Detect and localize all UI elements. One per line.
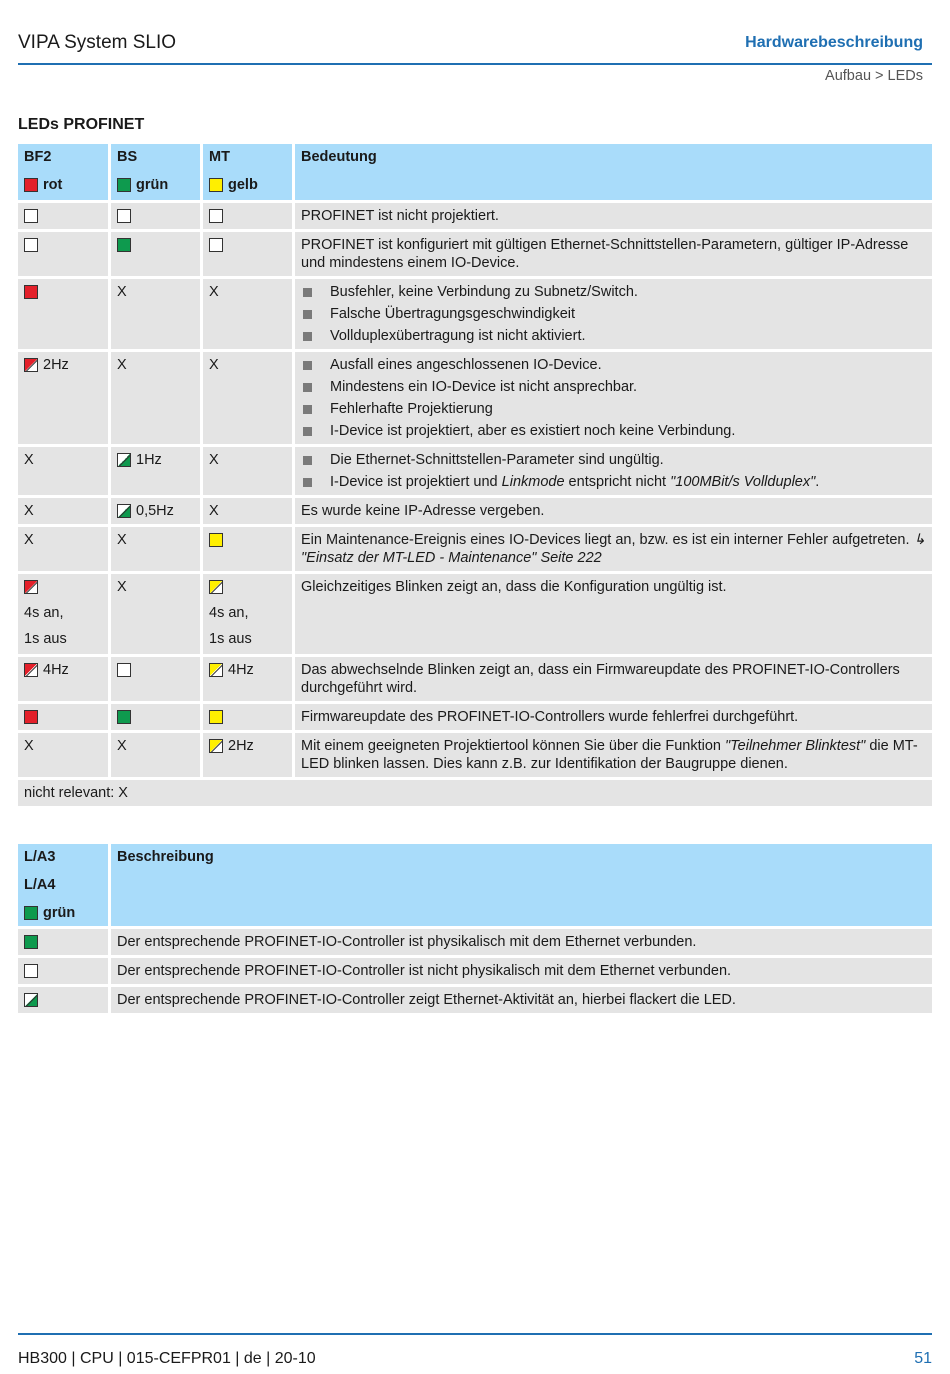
- table-row: [18, 929, 932, 955]
- table-row: [18, 987, 932, 1013]
- not-relevant-mark: X: [111, 527, 200, 571]
- mt-label: MT: [209, 149, 230, 165]
- led-green-icon: [24, 906, 38, 920]
- blink-frequency: 2Hz: [228, 738, 254, 754]
- led-red-blink-icon: [24, 663, 38, 677]
- led-off-icon: [24, 209, 38, 223]
- col-la: [18, 844, 108, 926]
- row-description: [295, 447, 932, 495]
- led-red-icon: [24, 285, 38, 299]
- table-header-row: [18, 844, 932, 926]
- cross-reference-link[interactable]: ↳ "Einsatz der MT-LED - Maintenance" Seite 222: [301, 532, 926, 566]
- bf2-color-label: rot: [43, 177, 63, 193]
- led-off-icon: [117, 663, 131, 677]
- table-row: [18, 657, 932, 701]
- row-description: PROFINET ist konfiguriert mit gültigen Ethernet-Schnittstellen-Parametern, gültiger IP-Adresse und mindestens einem IO-Device.: [295, 232, 932, 276]
- row-description: [295, 279, 932, 349]
- row-description: Mit einem geeigneten Projektiertool können Sie über die Funktion "Teilnehmer Blinktest" die MT-LED blinken lassen. Dies kann z.B. zur Identifikation der Baugruppe dienen.: [295, 733, 932, 777]
- mt-color-label: gelb: [228, 177, 258, 193]
- header-divider: [18, 63, 932, 65]
- not-relevant-mark: X: [203, 498, 292, 524]
- row-description: [295, 352, 932, 444]
- footer-divider: [18, 1333, 932, 1335]
- led-off-icon: [209, 238, 223, 252]
- led-green-icon: [117, 238, 131, 252]
- row-description: Der entsprechende PROFINET-IO-Controller ist physikalisch mit dem Ethernet verbunden.: [111, 929, 932, 955]
- blink-off-time: 1s aus: [209, 631, 252, 647]
- row-description: PROFINET ist nicht projektiert.: [295, 203, 932, 229]
- table-row: [18, 733, 932, 777]
- led-off-icon: [24, 964, 38, 978]
- led-red-icon: [24, 710, 38, 724]
- blink-on-time: 4s an,: [209, 605, 249, 621]
- not-relevant-mark: X: [111, 574, 200, 654]
- led-yellow-icon: [209, 710, 223, 724]
- page-number: 51: [914, 1350, 932, 1367]
- table-row: [18, 352, 932, 444]
- table-row: [18, 574, 932, 654]
- led-green-icon: [117, 710, 131, 724]
- blink-frequency: 0,5Hz: [136, 503, 174, 519]
- led-off-icon: [117, 209, 131, 223]
- led-green-blink-icon: [117, 504, 131, 518]
- not-relevant-mark: X: [18, 447, 108, 495]
- not-relevant-mark: X: [111, 352, 200, 444]
- list-item: I-Device ist projektiert und Linkmode entspricht nicht "100MBit/s Vollduplex".: [301, 473, 926, 491]
- table-note: nicht relevant: X: [18, 780, 932, 806]
- bf2-label: BF2: [24, 149, 52, 165]
- list-item: Busfehler, keine Verbindung zu Subnetz/Switch.: [301, 283, 926, 301]
- table-row: [18, 232, 932, 276]
- bs-color-label: grün: [136, 177, 169, 193]
- not-relevant-mark: X: [18, 498, 108, 524]
- list-item: Die Ethernet-Schnittstellen-Parameter sind ungültig.: [301, 451, 926, 469]
- led-yellow-icon: [209, 178, 223, 192]
- led-off-icon: [24, 238, 38, 252]
- led-red-blink-icon: [24, 580, 38, 594]
- led-yellow-icon: [209, 533, 223, 547]
- led-green-flicker-icon: [24, 993, 38, 1007]
- blink-frequency: 2Hz: [43, 357, 69, 373]
- blink-on-time: 4s an,: [24, 605, 64, 621]
- la3-label: L/A3: [24, 849, 56, 865]
- not-relevant-mark: X: [203, 447, 292, 495]
- chapter-title: Hardwarebeschreibung: [745, 34, 923, 51]
- led-la-table: [15, 841, 935, 1016]
- led-red-icon: [24, 178, 38, 192]
- row-description: Der entsprechende PROFINET-IO-Controller zeigt Ethernet-Aktivität an, hierbei flackert die LED.: [111, 987, 932, 1013]
- list-item: Mindestens ein IO-Device ist nicht ansprechbar.: [301, 378, 926, 396]
- not-relevant-mark: X: [203, 279, 292, 349]
- row-description: Der entsprechende PROFINET-IO-Controller ist nicht physikalisch mit dem Ethernet verbunden.: [111, 958, 932, 984]
- row-description: Ein Maintenance-Ereignis eines IO-Devices liegt an, bzw. es ist ein interner Fehler aufgetreten. ↳ "Einsatz der MT-LED - Maintenance" Seite 222: [295, 527, 932, 571]
- row-description: Firmwareupdate des PROFINET-IO-Controllers wurde fehlerfrei durchgeführt.: [295, 704, 932, 730]
- table-row: [18, 203, 932, 229]
- not-relevant-mark: X: [111, 279, 200, 349]
- blink-off-time: 1s aus: [24, 631, 67, 647]
- table-row: [18, 279, 932, 349]
- led-yellow-blink-icon: [209, 580, 223, 594]
- led-green-icon: [24, 935, 38, 949]
- led-off-icon: [209, 209, 223, 223]
- list-item: I-Device ist projektiert, aber es existiert noch keine Verbindung.: [301, 422, 926, 440]
- bs-label: BS: [117, 149, 138, 165]
- led-green-icon: [117, 178, 131, 192]
- breadcrumb: Aufbau > LEDs: [825, 68, 923, 84]
- table-header-row: [18, 144, 932, 200]
- table-row: [18, 498, 932, 524]
- list-item: Vollduplexübertragung ist nicht aktiviert.: [301, 327, 926, 345]
- section-title: LEDs PROFINET: [18, 116, 145, 133]
- blink-frequency: 4Hz: [43, 662, 69, 678]
- la-color-label: grün: [43, 905, 76, 921]
- not-relevant-mark: X: [203, 352, 292, 444]
- led-red-blink-icon: [24, 358, 38, 372]
- col-description: Bedeutung: [295, 144, 932, 200]
- col-bf2: [18, 144, 108, 200]
- table-row: [18, 704, 932, 730]
- la4-label: L/A4: [24, 877, 56, 893]
- not-relevant-mark: X: [18, 527, 108, 571]
- list-item: Fehlerhafte Projektierung: [301, 400, 926, 418]
- not-relevant-mark: X: [111, 733, 200, 777]
- not-relevant-mark: X: [18, 733, 108, 777]
- table-row: [18, 447, 932, 495]
- table-note-row: [18, 780, 932, 806]
- table-row: [18, 527, 932, 571]
- blink-frequency: 4Hz: [228, 662, 254, 678]
- row-description: Das abwechselnde Blinken zeigt an, dass ein Firmwareupdate des PROFINET-IO-Controllers durchgeführt wird.: [295, 657, 932, 701]
- list-item: Falsche Übertragungsgeschwindigkeit: [301, 305, 926, 323]
- row-description: Gleichzeitiges Blinken zeigt an, dass die Konfiguration ungültig ist.: [295, 574, 932, 654]
- doc-title: VIPA System SLIO: [18, 32, 177, 53]
- led-profinet-table: [15, 141, 935, 809]
- led-yellow-blink-icon: [209, 739, 223, 753]
- col-bs: [111, 144, 200, 200]
- row-description: Es wurde keine IP-Adresse vergeben.: [295, 498, 932, 524]
- led-green-blink-icon: [117, 453, 131, 467]
- blink-frequency: 1Hz: [136, 452, 162, 468]
- table-row: [18, 958, 932, 984]
- col-mt: [203, 144, 292, 200]
- col-description: Beschreibung: [111, 844, 932, 926]
- list-item: Ausfall eines angeschlossenen IO-Device.: [301, 356, 926, 374]
- footer-doc-id: HB300 | CPU | 015-CEFPR01 | de | 20-10: [18, 1350, 316, 1367]
- led-yellow-blink-icon: [209, 663, 223, 677]
